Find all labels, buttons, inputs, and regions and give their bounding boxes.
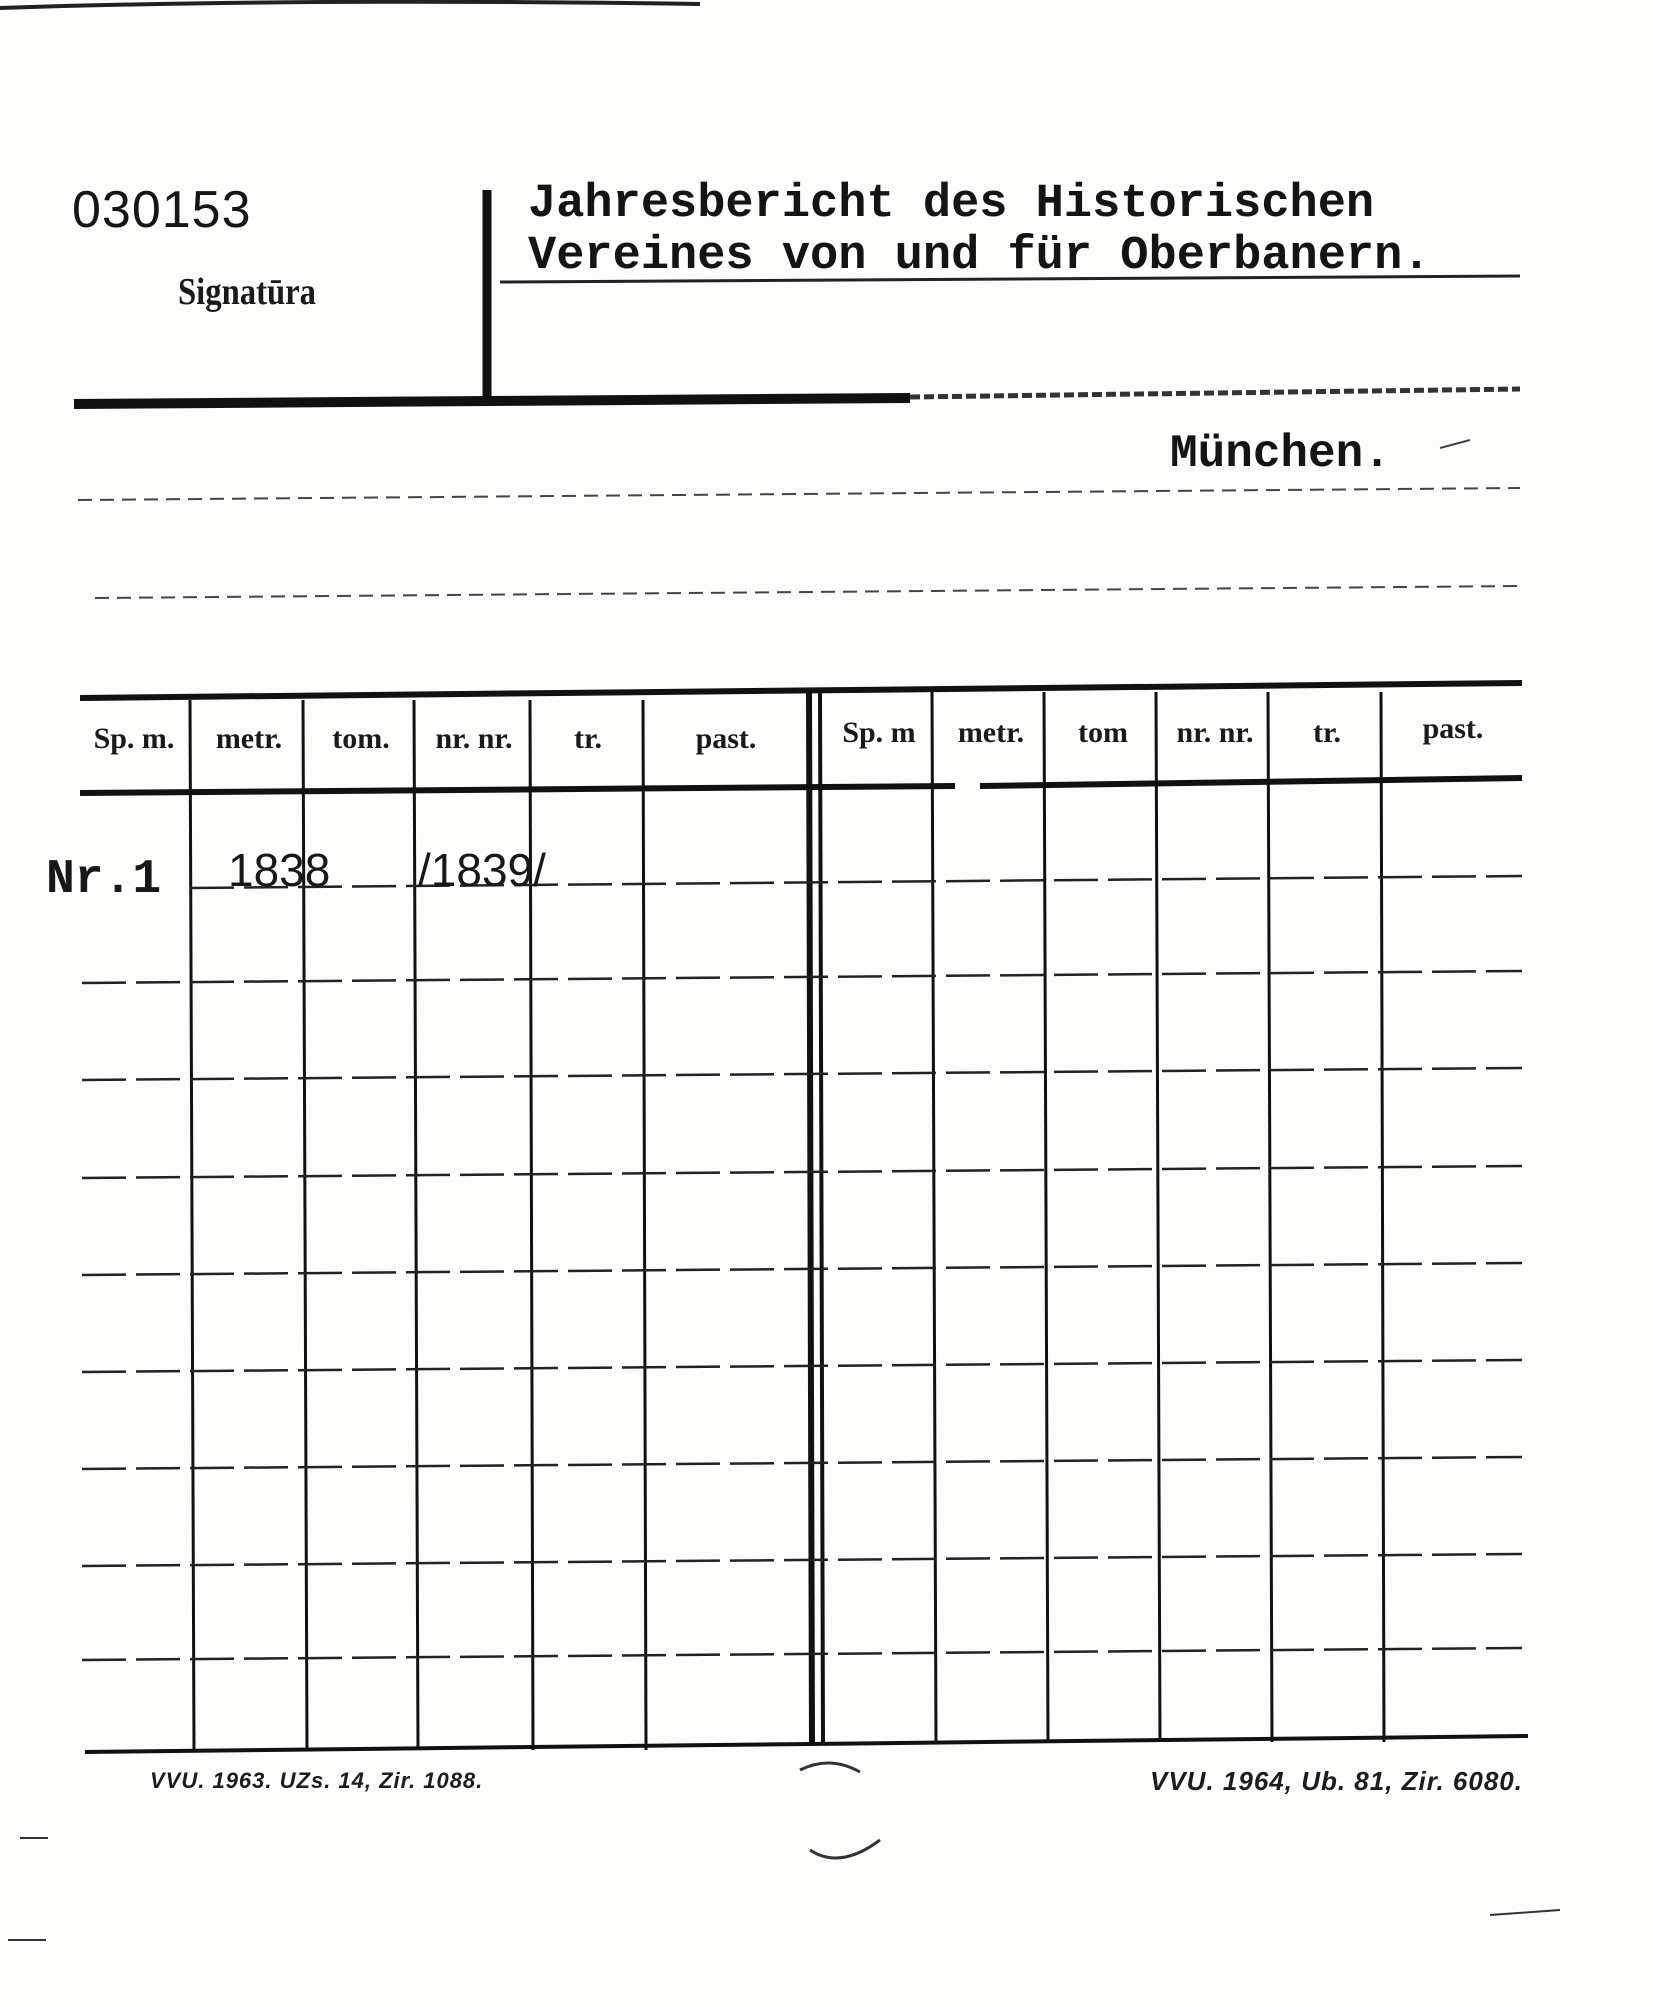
blank-rule xyxy=(95,586,1520,598)
col-header-tr-right: tr. xyxy=(1312,716,1342,749)
signature-number: 030153 xyxy=(72,181,252,239)
footer-note-left: VVU. 1963. UZs. 14, Zir. 1088. xyxy=(150,1768,484,1793)
col-header-nr-nr-left: nr. nr. xyxy=(435,722,513,755)
header-base-rule-faint xyxy=(910,389,1520,397)
entry-year-to: /1839/ xyxy=(418,844,546,896)
col-header-metr-left: metr. xyxy=(215,722,283,755)
table-header-rule-left xyxy=(80,786,955,793)
scan-punch-mark xyxy=(800,1763,880,1858)
col-header-tom-right: tom xyxy=(1078,716,1128,749)
header-base-rule xyxy=(74,398,910,404)
col-header-tr-left: tr. xyxy=(573,722,603,755)
col-header-metr-right: metr. xyxy=(957,716,1025,749)
table-header-rule-right xyxy=(980,778,1522,786)
col-header-nr-nr-right: nr. nr. xyxy=(1176,716,1254,749)
publication-place: München. xyxy=(1170,428,1391,480)
title-line-2: Vereines von und für Oberbanern. xyxy=(528,230,1431,283)
entry-year-from: 1838 xyxy=(228,844,331,896)
center-divider-b xyxy=(820,692,823,1742)
footer-note-right: VVU. 1964, Ub. 81, Zir. 6080. xyxy=(1150,1766,1523,1796)
col-header-sp-m-right: Sp. m xyxy=(842,716,916,749)
col-header-tom-left: tom. xyxy=(332,722,390,755)
col-header-past-right: past. xyxy=(1422,712,1484,745)
col-header-past-left: past. xyxy=(695,722,757,755)
signature-label: Signatūra xyxy=(178,271,317,313)
title-line-1: Jahresbericht des Historischen xyxy=(528,178,1375,231)
table-top-rule xyxy=(80,683,1522,698)
entry-number: Nr.1 xyxy=(46,853,162,907)
col-header-sp-m-left: Sp. m. xyxy=(93,722,175,755)
scan-edge-top xyxy=(0,2,700,8)
table-bottom-rule xyxy=(85,1736,1528,1752)
center-divider-a xyxy=(809,692,812,1742)
place-rule xyxy=(78,488,1520,500)
